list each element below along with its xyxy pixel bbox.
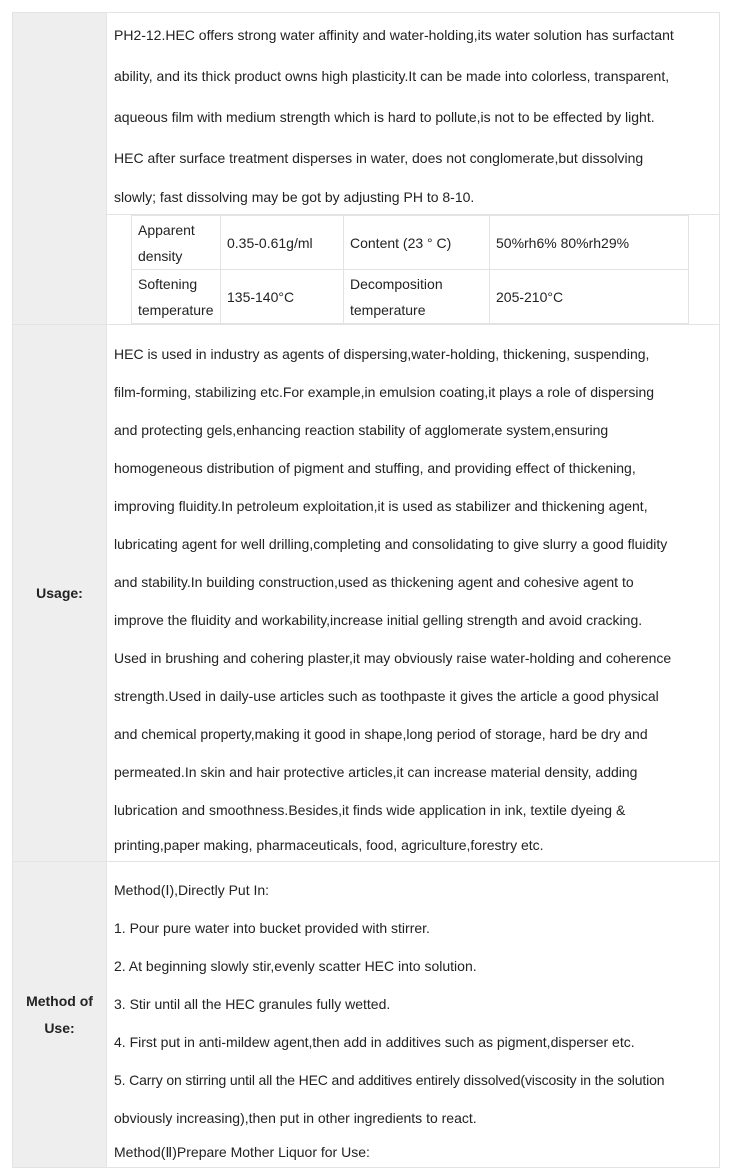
- usage-row: [13, 325, 720, 862]
- intro-line: aqueous film with medium strength which is hard to pollute,is not to be effected by light.: [114, 109, 655, 125]
- usage-line: homogeneous distribution of pigment and stuffing, and providing effect of thickening,: [114, 460, 636, 476]
- method-line: Method(Ⅰ),Directly Put In:: [114, 882, 270, 898]
- method-line: 1. Pour pure water into bucket provided with stirrer.: [114, 920, 430, 936]
- usage-content-cell: [107, 325, 720, 862]
- property-value: 135-140°C: [221, 270, 344, 324]
- intro-line: HEC after surface treatment disperses in water, does not conglomerate,but dissolving: [114, 150, 644, 166]
- method-line: Method(Ⅱ)Prepare Mother Liquor for Use:: [114, 1144, 370, 1160]
- usage-line: and protecting gels,enhancing reaction stability of agglomerate system,ensuring: [114, 422, 609, 438]
- usage-line: and chemical property,making it good in shape,long period of storage, hard be dry and: [114, 726, 648, 742]
- usage-line: lubrication and smoothness.Besides,it finds wide application in ink, textile dyeing &: [114, 802, 626, 818]
- intro-row: [13, 13, 720, 325]
- method-line: 5. Carry on stirring until all the HEC and additives entirely dissolved(viscosity in the solution: [114, 1072, 665, 1088]
- intro-line: slowly; fast dissolving may be got by adjusting PH to 8-10.: [114, 189, 475, 205]
- usage-line: lubricating agent for well drilling,completing and consolidating to give slurry a good fluidity: [114, 536, 668, 552]
- usage-text: [114, 325, 719, 861]
- property-name: Apparent density: [132, 216, 221, 270]
- method-line: 2. At beginning slowly stir,evenly scatter HEC into solution.: [114, 958, 477, 974]
- method-label: Method of Use:: [13, 862, 107, 1168]
- usage-line: improving fluidity.In petroleum exploitation,it is used as stabilizer and thickening agent,: [114, 498, 648, 514]
- property-name: Decomposition temperature: [344, 270, 490, 324]
- usage-line: and stability.In building construction,used as thickening agent and cohesive agent to: [114, 574, 634, 590]
- spec-table-wrapper: [107, 214, 719, 324]
- usage-line: printing,paper making, pharmaceuticals, food, agriculture,forestry etc.: [114, 837, 544, 853]
- properties-table: [131, 215, 689, 324]
- intro-text: [107, 13, 719, 214]
- method-text: [114, 862, 719, 1167]
- method-line: 3. Stir until all the HEC granules fully wetted.: [114, 996, 391, 1012]
- usage-line: HEC is used in industry as agents of dispersing,water-holding, thickening, suspending,: [114, 346, 650, 362]
- property-value: 205-210°C: [490, 270, 689, 324]
- intro-line: ability, and its thick product owns high plasticity.It can be made into colorless, transparent,: [114, 68, 670, 84]
- usage-line: Used in brushing and cohering plaster,it may obviously raise water-holding and coherence: [114, 650, 672, 666]
- usage-line: permeated.In skin and hair protective articles,it can increase material density, adding: [114, 764, 638, 780]
- intro-label-cell: [13, 13, 107, 325]
- property-value: 0.35-0.61g/ml: [221, 216, 344, 270]
- method-line: 4. First put in anti-mildew agent,then add in additives such as pigment,disperser etc.: [114, 1034, 635, 1050]
- properties-row: [132, 270, 689, 324]
- property-value: 50%rh6% 80%rh29%: [490, 216, 689, 270]
- method-row: [13, 862, 720, 1168]
- usage-line: improve the fluidity and workability,increase initial gelling strength and avoid cracking.: [114, 612, 643, 628]
- intro-line: PH2-12.HEC offers strong water affinity and water-holding,its water solution has surfactant: [114, 27, 674, 43]
- usage-label: Usage:: [13, 325, 107, 862]
- properties-row: [132, 216, 689, 270]
- intro-content-cell: [107, 13, 720, 325]
- property-name: Softening temperature: [132, 270, 221, 324]
- property-name: Content (23 ° C): [344, 216, 490, 270]
- product-spec-table: [12, 12, 720, 1168]
- method-content-cell: [107, 862, 720, 1168]
- method-line: obviously increasing),then put in other ingredients to react.: [114, 1110, 477, 1126]
- usage-line: strength.Used in daily-use articles such as toothpaste it gives the article a good physical: [114, 688, 659, 704]
- usage-line: film-forming, stabilizing etc.For example,in emulsion coating,it plays a role of dispersing: [114, 384, 655, 400]
